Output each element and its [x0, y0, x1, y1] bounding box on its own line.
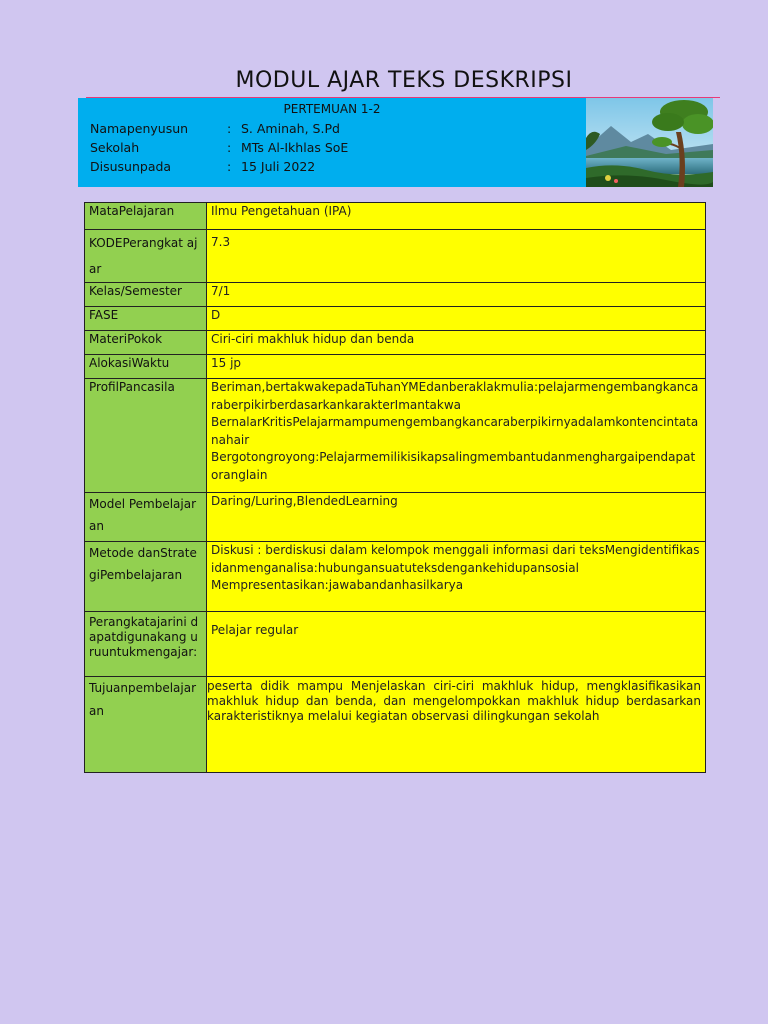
table-row	[85, 331, 706, 355]
row-label: FASE	[85, 307, 207, 331]
profil-line: Beriman,bertakwakepadaTuhanYMEdanberaklakmulia:pelajarmengembangkancaraberpikirberdasarkankarakterImantakwa	[211, 380, 699, 412]
table-row	[85, 283, 706, 307]
author-separator: :	[227, 121, 232, 136]
row-value: Ilmu Pengetahuan (IPA)	[207, 203, 706, 230]
profil-line: BernalarKritisPelajarmampumengembangkancaraberpikirnyadalamkontencintatanahair	[211, 415, 699, 447]
table-row	[85, 612, 706, 677]
row-value: Daring/Luring,BlendedLearning	[207, 493, 706, 542]
school-label: Sekolah	[90, 140, 140, 155]
school-separator: :	[227, 140, 232, 155]
school-row	[90, 140, 348, 155]
table-row	[85, 203, 706, 230]
row-label: KODEPerangkat ajar	[85, 230, 207, 283]
table-row	[85, 493, 706, 542]
table-row	[85, 379, 706, 493]
document-title: MODUL AJAR TEKS DESKRIPSI	[235, 68, 573, 93]
table-row	[85, 542, 706, 612]
row-value: Pelajar regular	[207, 612, 706, 677]
meeting-label: PERTEMUAN 1-2	[283, 102, 381, 116]
header-box	[78, 98, 586, 187]
row-value	[207, 542, 706, 612]
profil-line: Bergotongroyong:Pelajarmemilikisikapsalingmembantudanmenghargaipendapatoranglain	[211, 450, 696, 482]
row-label: Model Pembelajaran	[85, 493, 207, 542]
lesson-info-table	[84, 202, 706, 773]
row-label: ProfilPancasila	[85, 379, 207, 493]
row-value: 15 jp	[207, 355, 706, 379]
date-label: Disusunpada	[90, 159, 172, 174]
metode-line: Diskusi : berdiskusi dalam kelompok menggali informasi dari teksMengidentifikasidanmenganalisa:hubungansuatuteksdengankehidupansosial	[211, 543, 700, 575]
row-value: Ciri-ciri makhluk hidup dan benda	[207, 331, 706, 355]
row-label: Kelas/Semester	[85, 283, 207, 307]
row-label: Perangkatajarini dapatdigunakang uruuntukmengajar:	[85, 612, 207, 677]
school-value: MTs Al-Ikhlas SoE	[241, 140, 349, 155]
row-value: 7/1	[207, 283, 706, 307]
row-label: Tujuanpembelajaran	[85, 677, 207, 773]
row-value: D	[207, 307, 706, 331]
row-label: MataPelajaran	[85, 203, 207, 230]
landscape-illustration	[586, 98, 713, 187]
date-separator: :	[227, 159, 232, 174]
row-value	[207, 379, 706, 493]
row-value: peserta didik mampu Menjelaskan ciri-ciri makhluk hidup, mengklasifikasikan makhluk hidup dan benda, dan mengelompokkan makhluk hidup berdasarkan karakteristiknya melalui kegiatan observasi dilingkungan sekolah	[207, 677, 706, 773]
table-row	[85, 677, 706, 773]
author-row	[90, 121, 340, 136]
row-value: 7.3	[207, 230, 706, 283]
date-row	[90, 159, 315, 174]
date-value: 15 Juli 2022	[241, 159, 316, 174]
row-label: MateriPokok	[85, 331, 207, 355]
table-row	[85, 230, 706, 283]
table-row	[85, 355, 706, 379]
author-label: Namapenyusun	[90, 121, 189, 136]
metode-line: Mempresentasikan:jawabandanhasilkarya	[211, 578, 464, 592]
row-label: Metode danStrategiPembelajaran	[85, 542, 207, 612]
row-label: AlokasiWaktu	[85, 355, 207, 379]
author-value: S. Aminah, S.Pd	[241, 121, 340, 136]
table-row	[85, 307, 706, 331]
